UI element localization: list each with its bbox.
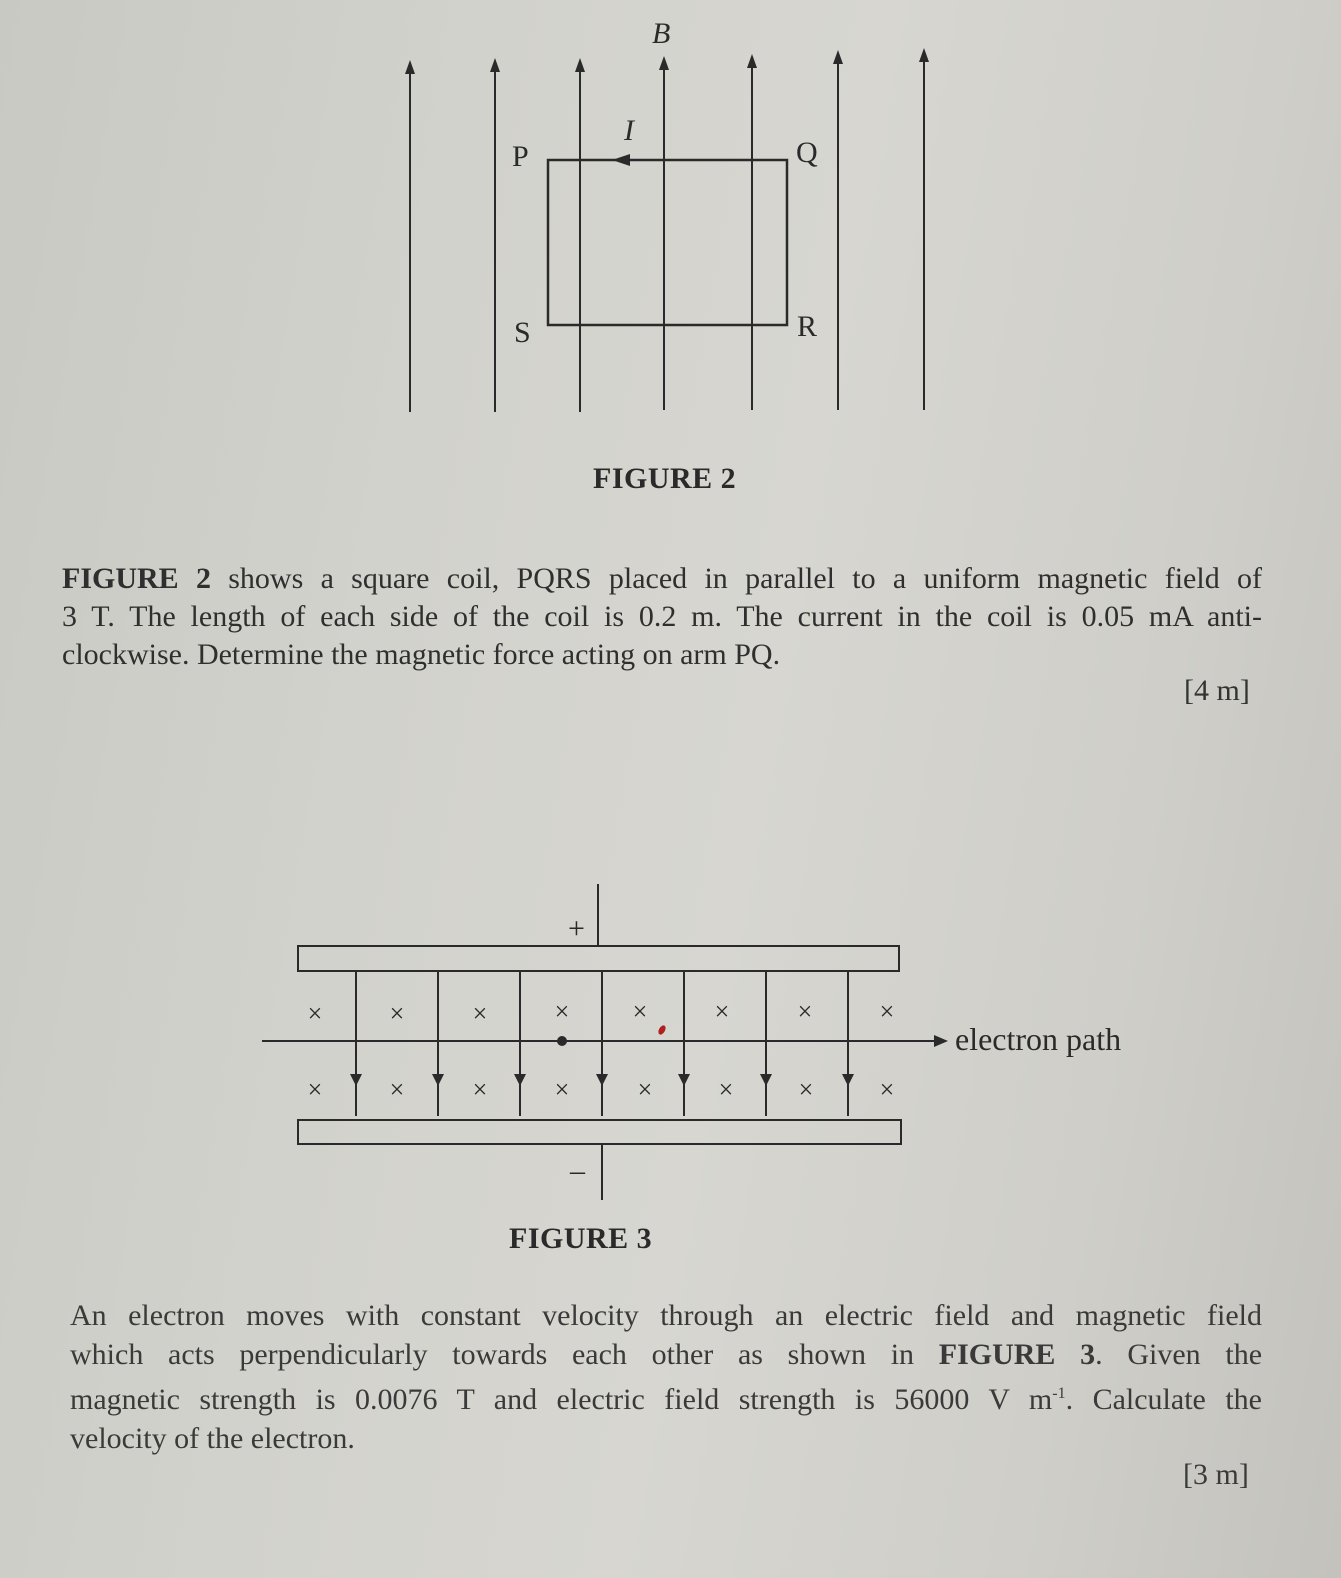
arrow-down-icon — [350, 1074, 362, 1086]
figure-3-caption: FIGURE 3 — [509, 1222, 653, 1255]
magnetic-field-cross: × — [472, 999, 488, 1028]
magnetic-field-cross: × — [879, 1075, 895, 1104]
question-1-line-2: 3 T. The length of each side of the coil is 0.2 m. The current in the coil is 0.05 mA anti- — [62, 600, 1262, 633]
arrow-down-icon — [514, 1074, 526, 1086]
magnetic-field-cross: × — [632, 997, 648, 1026]
magnetic-field-cross: × — [798, 1075, 814, 1104]
arrow-down-icon — [678, 1074, 690, 1086]
question-1-line-3: clockwise. Determine the magnetic force acting on arm PQ. — [62, 638, 781, 671]
magnetic-field-cross: × — [554, 997, 570, 1026]
arrow-up-icon — [919, 48, 929, 62]
question-2-line-4: velocity of the electron. — [70, 1422, 355, 1455]
corner-label-q: Q — [796, 136, 818, 169]
electron-path-label: electron path — [955, 1021, 1122, 1057]
negative-label: – — [570, 1154, 585, 1187]
corner-label-p: P — [512, 140, 529, 173]
magnetic-field-cross: × — [389, 1075, 405, 1104]
magnetic-field-cross: × — [718, 1075, 734, 1104]
arrow-up-icon — [659, 56, 669, 70]
positive-label: + — [568, 912, 585, 945]
negative-plate — [298, 1120, 901, 1144]
question-2-marks: [3 m] — [1183, 1458, 1249, 1491]
magnetic-field-cross: × — [637, 1075, 653, 1104]
arrow-down-icon — [760, 1074, 772, 1086]
magnetic-field-cross: × — [879, 997, 895, 1026]
arrow-down-icon — [842, 1074, 854, 1086]
positive-plate — [298, 946, 899, 971]
magnetic-field-cross: × — [307, 999, 323, 1028]
question-1-text — [62, 560, 1262, 674]
corner-label-s: S — [514, 316, 531, 349]
question-2-line-3: magnetic strength is 0.0076 T and electric field strength is 56000 V $m^{-1}$. Calculate the — [70, 1383, 1262, 1416]
arrow-up-icon — [747, 54, 757, 68]
magnetic-field-cross: × — [389, 999, 405, 1028]
arrow-down-icon — [432, 1074, 444, 1086]
arrow-up-icon — [575, 58, 585, 72]
question-1-line-1: FIGURE 2 shows a square coil, PQRS placed in parallel to a uniform magnetic field of — [62, 562, 1262, 595]
question-2-line-2: which acts perpendicularly towards each other as shown in FIGURE 3. Given the — [70, 1338, 1263, 1371]
arrow-right-icon — [934, 1035, 948, 1047]
arrow-up-icon — [833, 50, 843, 64]
figure-3-diagram — [0, 870, 1341, 1200]
current-arrow-left-icon — [612, 154, 630, 166]
magnetic-field-cross: × — [554, 1075, 570, 1104]
question-1-marks: [4 m] — [1184, 674, 1250, 707]
arrow-down-icon — [596, 1074, 608, 1086]
arrow-up-icon — [490, 58, 500, 72]
magnetic-field-cross: × — [797, 997, 813, 1026]
question-2-text — [70, 1296, 1262, 1458]
figure-2-caption: FIGURE 2 — [593, 462, 737, 495]
red-ink-mark — [657, 1024, 667, 1036]
magnetic-field-cross: × — [307, 1075, 323, 1104]
magnetic-field-cross: × — [714, 997, 730, 1026]
arrow-up-icon — [405, 60, 415, 74]
magnetic-field-cross: × — [472, 1075, 488, 1104]
figure-2-diagram — [0, 0, 1341, 460]
corner-label-r: R — [797, 310, 818, 343]
current-label-i: I — [624, 114, 634, 147]
field-label-b: B — [652, 17, 671, 50]
electron-dot — [557, 1036, 567, 1046]
question-2-line-1: An electron moves with constant velocity through an electric field and magnetic field — [70, 1299, 1262, 1332]
